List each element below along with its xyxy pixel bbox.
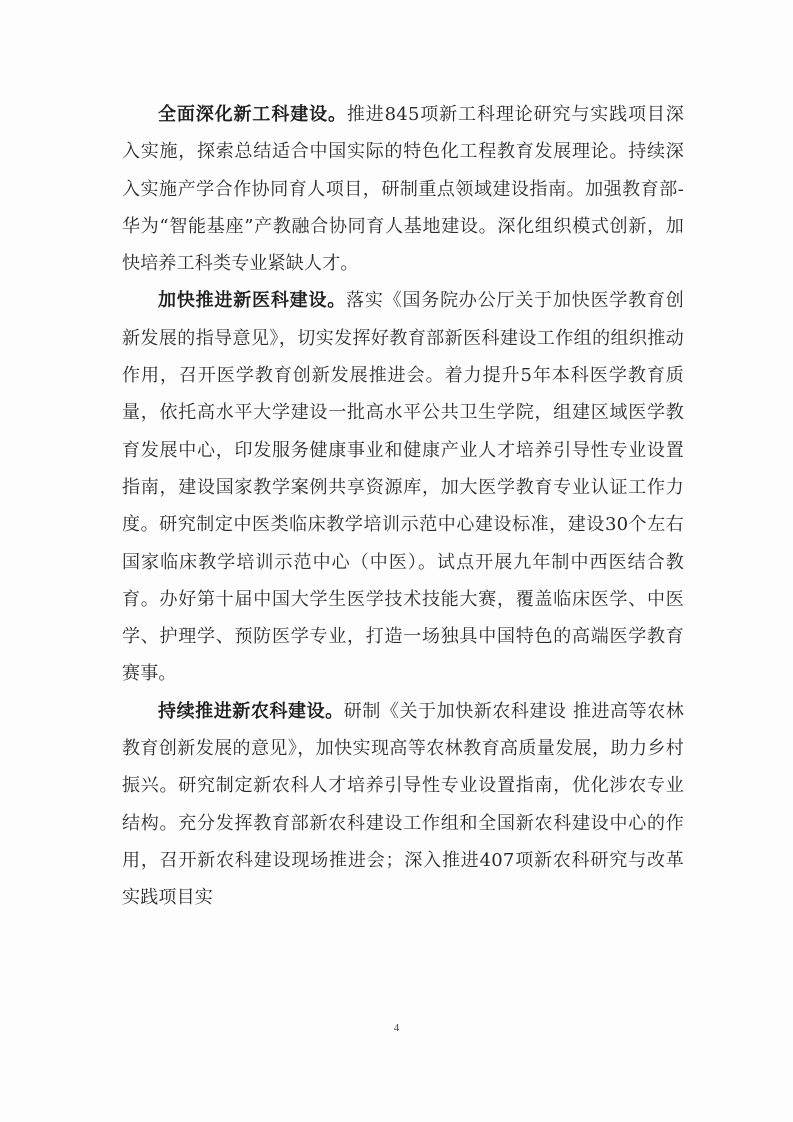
paragraph-heading: 全面深化新工科建设。 bbox=[158, 104, 347, 125]
paragraph-new-engineering bbox=[122, 96, 684, 282]
paragraph-new-medicine bbox=[122, 282, 684, 692]
paragraph-text: 推进845项新工科理论研究与实践项目深入实施，探索总结适合中国实际的特色化工程教育发展理论。持续深入实施产学合作协同育人项目，研制重点领域建设指南。加强教育部-华为“智能基座”产教融合协同育人基地建设。深化组织模式创新，加快培养工科类专业紧缺人才。 bbox=[122, 104, 685, 275]
paragraph-text: 落实《国务院办公厅关于加快医学教育创新发展的指导意见》，切实发挥好教育部新医科建设工作组的组织推动作用，召开医学教育创新发展推进会。着力提升5年本科医学教育质量，依托高水平大学建设一批高水平公共卫生学院，组建区域医学教育发展中心，印发服务健康事业和健康产业人才培养引导性专业设置指南，建设国家教学案例共享资源库，加大医学教育专业认证工作力度。研究制定中医类临床教学培训示范中心建设标准，建设30个左右国家临床教学培训示范中心（中医）。试点开展九年制中西医结合教育。办好第十届中国大学生医学技术技能大赛，覆盖临床医学、中医学、护理学、预防医学专业，打造一场独具中国特色的高端医学教育赛事。 bbox=[122, 290, 684, 685]
paragraph-text: 研制《关于加快新农科建设 推进高等农林教育创新发展的意见》，加快实现高等农林教育高质量发展，助力乡村振兴。研究制定新农科人才培养引导性专业设置指南，优化涉农专业结构。充分发挥教育部新农科建设工作组和全国新农科建设中心的作用，召开新农科建设现场推进会；深入推进407项新农科研究与改革实践项目实 bbox=[122, 700, 684, 909]
paragraph-heading: 加快推进新医科建设。 bbox=[158, 290, 347, 312]
page-number: 4 bbox=[393, 1022, 400, 1034]
paragraph-new-agriculture bbox=[122, 693, 684, 917]
document-body bbox=[122, 96, 684, 917]
paragraph-heading: 持续推进新农科建设。 bbox=[158, 700, 344, 722]
